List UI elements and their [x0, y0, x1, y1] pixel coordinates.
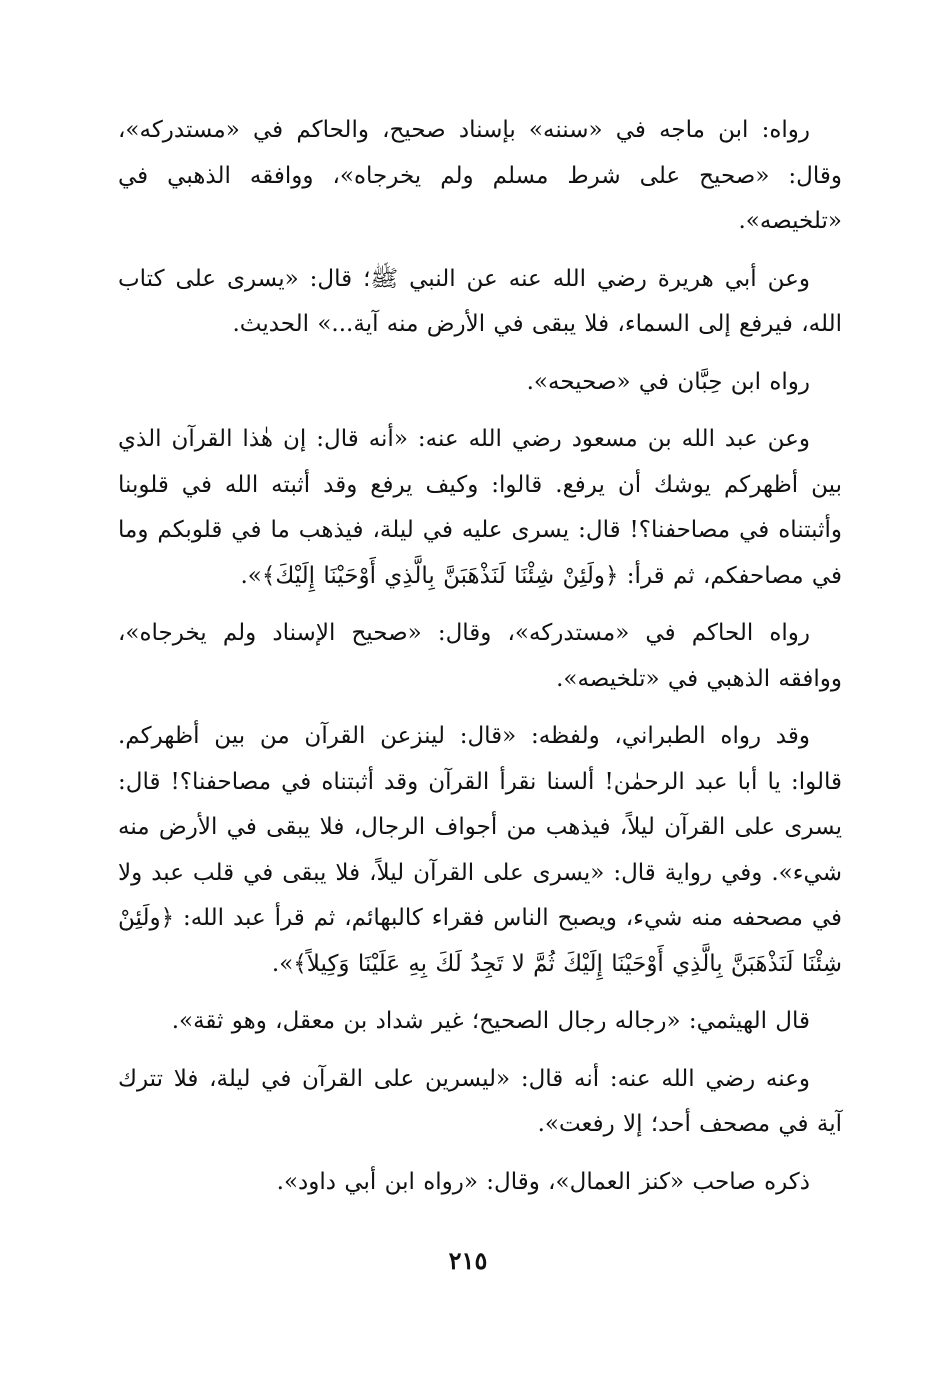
paragraph-1: رواه: ابن ماجه في «سننه» بإسناد صحيح، والحاكم في «مستدركه»، وقال: «صحيح على شرط مسلم ولم يخرجاه»، ووافقه الذهبي في «تلخيصه».: [118, 117, 842, 234]
paragraph-8: وعنه رضي الله عنه: أنه قال: «ليسرين على القرآن في ليلة، فلا تترك آية في مصحف أحد؛ إلا رفعت».: [118, 1065, 842, 1137]
paragraph-2: وعن أبي هريرة رضي الله عنه عن النبي ﷺ؛ قال: «يسرى على كتاب الله، فيرفع إلى السماء، فلا يبقى في الأرض منه آية...» الحديث.: [118, 265, 842, 337]
paragraph-4: وعن عبد الله بن مسعود رضي الله عنه: «أنه قال: إن هٰذا القرآن الذي بين أظهركم يوشك أن يرفع. قالوا: وكيف يرفع وقد أثبته الله في قلوبنا وأثبتناه في مصاحفنا؟! قال: يسرى عليه في ليلة، فيذهب ما في قلوبكم وما في مصاحفكم، ثم قرأ: ﴿ولَئِنْ شِئْنَا لَنَذْهَبَنَّ بِالَّذِي أَوْحَيْنَا إِلَيْكَ﴾».: [118, 426, 842, 589]
paragraph-6: وقد رواه الطبراني، ولفظه: «قال: لينزعن القرآن من بين أظهركم. قالوا: يا أبا عبد الرحمٰن! ألسنا نقرأ القرآن وقد أثبتناه في مصاحفنا؟! قال: يسرى على القرآن ليلاً، فيذهب من أجواف الرجال، فلا يبقى في الأرض منه شيء». وفي رواية قال: «يسرى على القرآن ليلاً، فلا يبقى في قلب عبد ولا في مصحفه منه شيء، ويصبح الناس فقراء كالبهائم، ثم قرأ عبد الله: ﴿ولَئِنْ شِئْنَا لَنَذْهَبَنَّ بِالَّذِي أَوْحَيْنَا إِلَيْكَ ثُمَّ لا تَجِدُ لَكَ بِهِ عَلَيْنَا وَكِيلاً﴾».: [118, 723, 842, 977]
paragraph-9: ذكره صاحب «كنز العمال»، وقال: «رواه ابن أبي داود».: [276, 1168, 810, 1195]
page-number: ٢١٥: [448, 1246, 488, 1275]
paragraph-5: رواه الحاكم في «مستدركه»، وقال: «صحيح الإسناد ولم يخرجاه»، ووافقه الذهبي في «تلخيصه».: [118, 620, 842, 692]
page-body: [118, 108, 842, 1217]
paragraph-7: قال الهيثمي: «رجاله رجال الصحيح؛ غير شداد بن معقل، وهو ثقة».: [171, 1008, 810, 1034]
paragraph-3: رواه ابن حِبَّان في «صحيحه».: [526, 368, 810, 395]
